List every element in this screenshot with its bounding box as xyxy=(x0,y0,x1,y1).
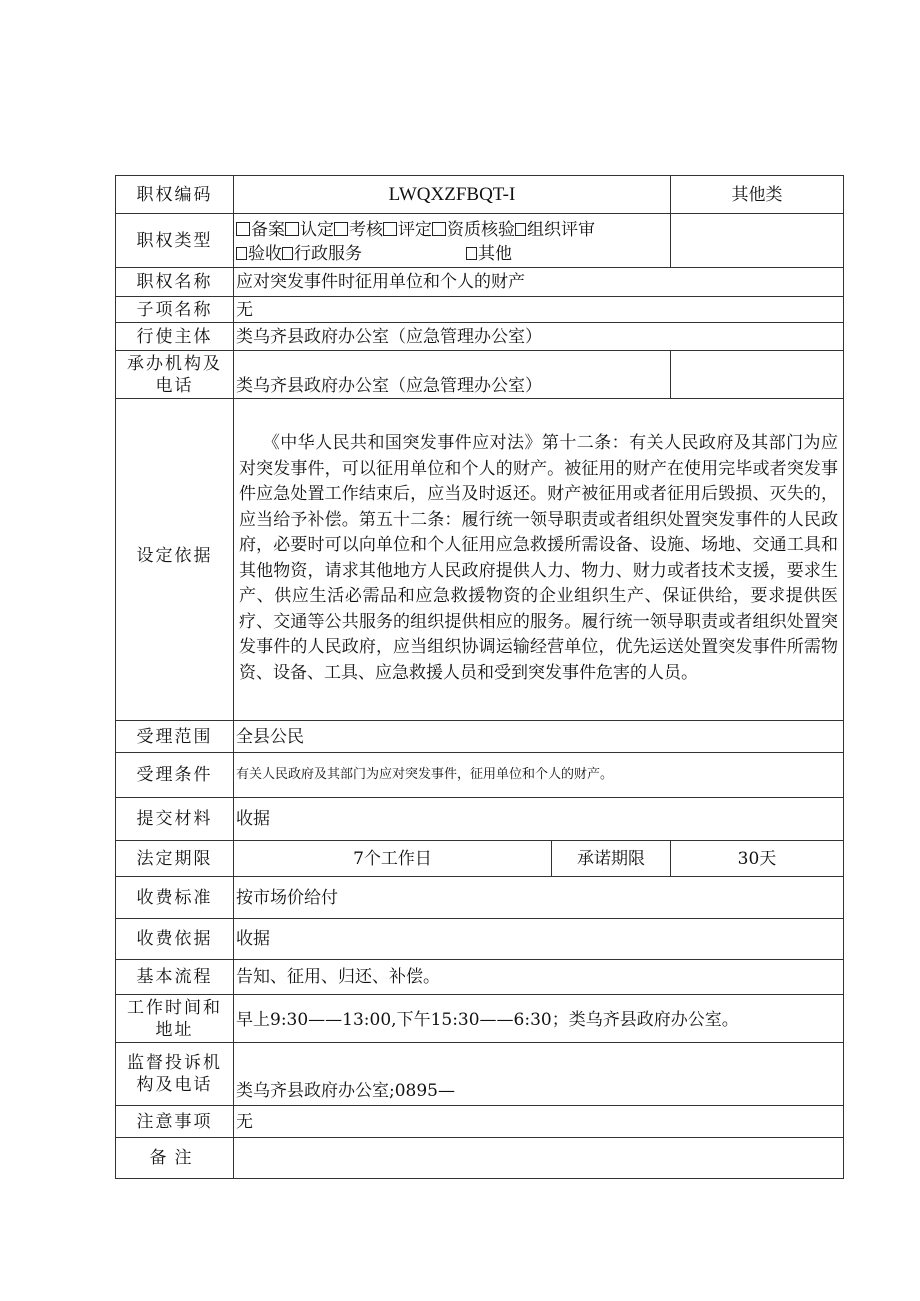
checkbox-icon[interactable] xyxy=(334,222,348,236)
remarks-value xyxy=(234,1138,844,1179)
type-label: 职权类型 xyxy=(116,214,234,268)
promise-limit-value: 30天 xyxy=(671,841,844,877)
sub-item-value: 无 xyxy=(234,297,844,323)
option-certify[interactable]: 认定 xyxy=(285,220,334,240)
checkbox-icon[interactable] xyxy=(282,247,293,260)
fee-basis-label: 收费依据 xyxy=(116,919,234,960)
promise-limit-label: 承诺期限 xyxy=(552,841,671,877)
conditions-label: 受理条件 xyxy=(116,753,234,798)
checkbox-icon[interactable] xyxy=(236,222,250,236)
row-sub-item xyxy=(116,297,844,323)
legal-limit-label: 法定期限 xyxy=(116,841,234,877)
fee-standard-value: 按市场价给付 xyxy=(234,877,844,919)
agency-value: 类乌齐县政府办公室（应急管理办公室） xyxy=(234,351,671,399)
row-agency xyxy=(116,351,844,399)
type-options-line2 xyxy=(236,242,668,266)
type-options-line1 xyxy=(236,218,668,242)
subject-value: 类乌齐县政府办公室（应急管理办公室） xyxy=(234,323,844,351)
checkbox-icon[interactable] xyxy=(432,222,446,236)
row-subject xyxy=(116,323,844,351)
row-fee-standard xyxy=(116,877,844,919)
legal-limit-value: 7个工作日 xyxy=(234,841,552,877)
checkbox-icon[interactable] xyxy=(236,247,247,260)
checkbox-icon[interactable] xyxy=(515,223,526,236)
row-materials xyxy=(116,798,844,841)
authority-form-table xyxy=(115,175,844,1179)
option-other[interactable]: 其他 xyxy=(466,244,512,264)
scope-value: 全县公民 xyxy=(234,721,844,753)
type-options xyxy=(234,214,671,268)
option-acceptance[interactable]: 验收 xyxy=(236,244,282,264)
name-value: 应对突发事件时征用单位和个人的财产 xyxy=(234,268,844,297)
row-conditions xyxy=(116,753,844,798)
row-code xyxy=(116,176,844,214)
basis-value xyxy=(234,399,844,721)
type-blank-cell xyxy=(671,214,844,268)
basis-label: 设定依据 xyxy=(116,399,234,721)
option-assess[interactable]: 考核 xyxy=(334,220,383,240)
category-value: 其他类 xyxy=(671,176,844,214)
supervision-label: 监督投诉机构及电话 xyxy=(116,1043,234,1106)
fee-basis-value: 收据 xyxy=(234,919,844,960)
row-basis xyxy=(116,399,844,721)
row-type xyxy=(116,214,844,268)
process-value: 告知、征用、归还、补偿。 xyxy=(234,960,844,995)
notes-label: 注意事项 xyxy=(116,1106,234,1138)
agency-label: 承办机构及电话 xyxy=(116,351,234,399)
row-name xyxy=(116,268,844,297)
checkbox-icon[interactable] xyxy=(285,222,299,236)
option-admin-service[interactable]: 行政服务 xyxy=(282,244,362,264)
row-supervision xyxy=(116,1043,844,1106)
remarks-label: 备注 xyxy=(116,1138,234,1179)
conditions-value: 有关人民政府及其部门为应对突发事件，征用单位和个人的财产。 xyxy=(234,753,844,798)
option-record[interactable]: 备案 xyxy=(236,220,285,240)
row-scope xyxy=(116,721,844,753)
row-time-limits xyxy=(116,841,844,877)
checkbox-icon[interactable] xyxy=(466,247,477,260)
materials-value: 收据 xyxy=(234,798,844,841)
row-work-time xyxy=(116,995,844,1043)
agency-phone xyxy=(671,351,844,399)
option-review[interactable]: 组织评审 xyxy=(515,220,595,240)
code-value: LWQXZFBQT-I xyxy=(234,176,671,214)
subject-label: 行使主体 xyxy=(116,323,234,351)
basis-text: 《中华人民共和国突发事件应对法》第十二条：有关人民政府及其部门为应对突发事件，可以征用单位和个人的财产。被征用的财产在使用完毕或者突发事件应急处置工作结束后，应当及时返还。财产被征用或者征用后毁损、灭失的，应当给予补偿。第五十二条：履行统一领导职责或者组织处置突发事件的人民政府，必要时可以向单位和个人征用应急救援所需设备、设施、场地、交通工具和其他物资，请求其他地方人民政府提供人力、物力、财力或者技术支援，要求生产、供应生活必需品和应急救援物资的企业组织生产、保证供给，要求提供医疗、交通等公共服务的组织提供相应的服务。履行统一领导职责或者组织处置突发事件的人民政府，应当组织协调运输经营单位，优先运送处置突发事件所需物资、设备、工具、应急救援人员和受到突发事件危害的人员。 xyxy=(239,433,838,683)
scope-label: 受理范围 xyxy=(116,721,234,753)
name-label: 职权名称 xyxy=(116,268,234,297)
supervision-value: 类乌齐县政府办公室;0895— xyxy=(234,1043,844,1106)
work-time-value: 早上9:30——13:00,下午15:30——6:30；类乌齐县政府办公室。 xyxy=(234,995,844,1043)
row-remarks xyxy=(116,1138,844,1179)
row-process xyxy=(116,960,844,995)
sub-item-label: 子项名称 xyxy=(116,297,234,323)
row-notes xyxy=(116,1106,844,1138)
code-label: 职权编码 xyxy=(116,176,234,214)
work-time-label: 工作时间和地址 xyxy=(116,995,234,1043)
materials-label: 提交材料 xyxy=(116,798,234,841)
row-fee-basis xyxy=(116,919,844,960)
notes-value: 无 xyxy=(234,1106,844,1138)
process-label: 基本流程 xyxy=(116,960,234,995)
checkbox-icon[interactable] xyxy=(383,222,397,236)
option-evaluate[interactable]: 评定 xyxy=(383,220,432,240)
fee-standard-label: 收费标准 xyxy=(116,877,234,919)
option-qualification[interactable]: 资质核验 xyxy=(432,220,515,240)
